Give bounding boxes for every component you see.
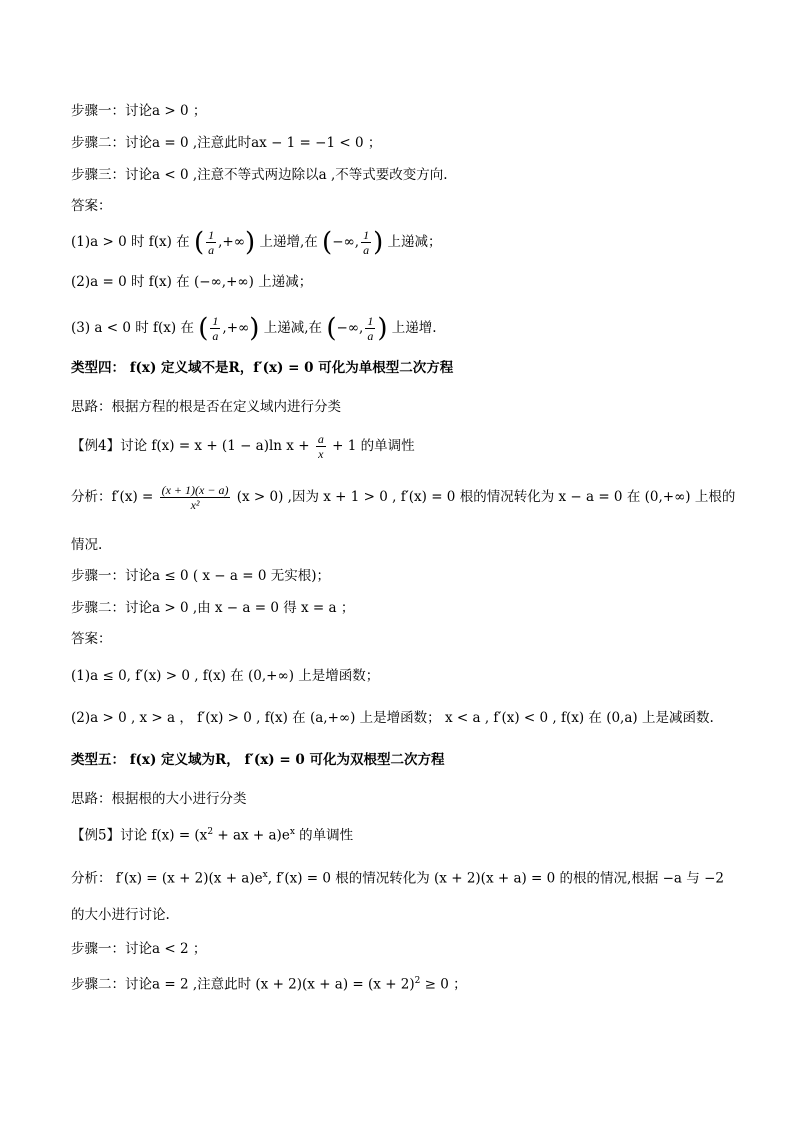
- step-two-line: 步骤二：讨论a = 0 ,注意此时ax − 1 = −1 < 0 ；: [71, 135, 382, 151]
- analysis-4-cont: 情况.: [71, 537, 103, 553]
- ex4-step-two: 步骤二：讨论a > 0 ,由 x − a = 0 得 x = a ；: [71, 600, 355, 616]
- ex4-answer-label: 答案：: [71, 631, 112, 647]
- example-4-line: 【例4】讨论 f(x) = x + (1 − a)ln x + $\frac{a}{x}$ + 1 的单调性: [71, 432, 415, 461]
- type-four-idea: 思路：根据方程的根是否在定义域内进行分类: [71, 399, 341, 415]
- answer-1-line: (1)a > 0 时 f(x) 在 ( $\frac{1}{a}$ ,+∞) 上递增,在 (−∞, $\frac{1}{a}$ ) 上递减；: [71, 227, 442, 258]
- answer-3-line: (3) a < 0 时 f(x) 在 ( $\frac{1}{a}$ ,+∞) 上递减,在 (−∞, $\frac{1}{a}$ ) 上递增.: [71, 313, 437, 344]
- answer-2-line: (2)a = 0 时 f(x) 在 (−∞,+∞) 上递减；: [71, 274, 313, 290]
- type-five-heading: 类型五： f(x) 定义域为R， f′(x) = 0 可化为双根型二次方程: [71, 752, 445, 768]
- ex4-answer-2: (2)a > 0 , x > a ， f′(x) > 0 , f(x) 在 (a,+∞) 上是增函数； x < a , f′(x) < 0 , f(x) 在 (0,a) 上是减函数.: [71, 710, 714, 726]
- analysis-4-line: 分析：f′(x) = $\frac{(x + 1)(x - a)}{\text{x²}}$ (x > 0) ,因为 x + 1 > 0 , f′(x) = 0 根的情况转化为 x − a = 0 在 (0,+∞) 上根的: [71, 483, 736, 512]
- analysis-5-cont: 的大小进行讨论.: [71, 907, 170, 923]
- step-three-line: 步骤三：讨论a < 0 ,注意不等式两边除以a ,不等式要改变方向.: [71, 167, 448, 183]
- type-five-idea: 思路：根据根的大小进行分类: [71, 791, 247, 807]
- type-four-heading: 类型四： f(x) 定义域不是R，f′(x) = 0 可化为单根型二次方程: [71, 360, 454, 376]
- ex4-answer-1: (1)a ≤ 0, f′(x) > 0 , f(x) 在 (0,+∞) 上是增函数；: [71, 668, 380, 684]
- ex5-step-two: 步骤二：讨论a = 2 ,注意此时 $(x + 2)(x + a) = (x + 2)^2 \ge 0$ ；: [71, 976, 467, 993]
- ex5-step-one: 步骤一：讨论a < 2 ；: [71, 941, 207, 957]
- example-5-line: 【例5】讨论 $f(x) = (x^2$ + ax + $a)e^x$ 的单调性: [71, 827, 354, 844]
- step-one-line: 步骤一：讨论a > 0 ；: [71, 103, 207, 119]
- analysis-5-line: 分析： $f'(x) = (x + 2)(x + a)e^x$, f′(x) = 0 根的情况转化为 (x + 2)(x + a) = 0 的根的情况,根据 −a 与 −2: [71, 870, 724, 887]
- ex4-step-one: 步骤一：讨论a ≤ 0 ( x − a = 0 无实根)；: [71, 568, 330, 584]
- answer-label: 答案：: [71, 198, 112, 214]
